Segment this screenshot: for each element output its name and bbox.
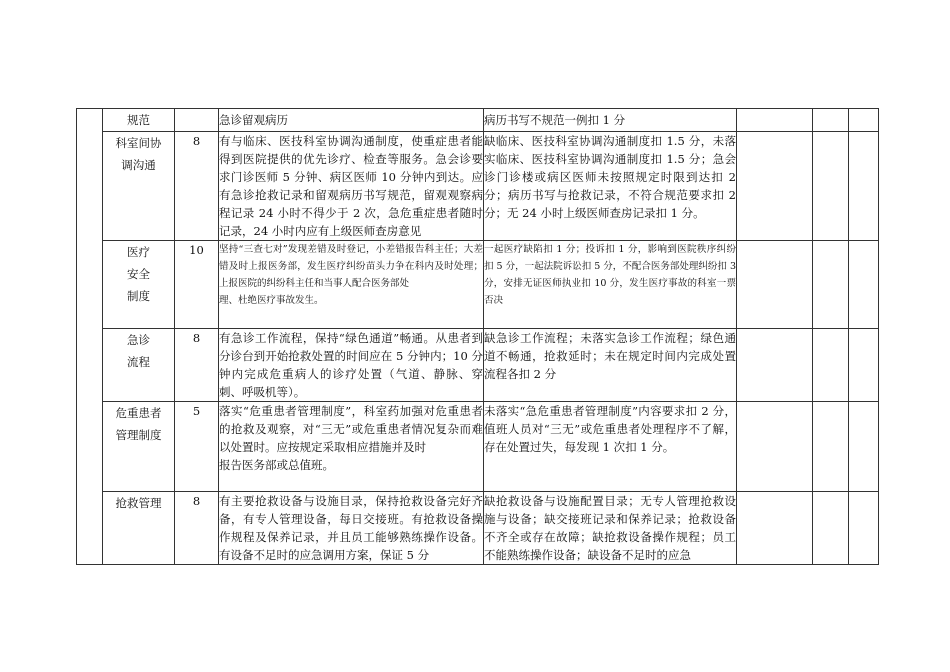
standard-text-continued: 理、杜绝医疗事故发生。 <box>219 295 324 306</box>
blank-cell <box>737 241 813 329</box>
score-cell: 8 <box>175 132 219 241</box>
deduction-cell: 缺临床、医技科室协调沟通制度扣 1.5 分，未落实临床、医技科室协调沟通制度扣 1.5 分；急会诊门诊楼或病区医师未按照规定时限到达扣 2 分；病历书写与抢救记录，不符合规范要求扣 2 分；无 24 小时上级医师查房记录扣 1 分。 <box>484 132 737 241</box>
blank-cell <box>813 492 849 565</box>
table-row <box>77 402 879 492</box>
standard-text-continued: 报告医务部或总值班。 <box>219 458 334 472</box>
blank-cell <box>737 329 813 402</box>
blank-cell <box>737 402 813 492</box>
blank-cell <box>849 402 879 492</box>
score-cell <box>175 109 219 132</box>
deduction-cell: 缺抢救设备与设施配置目录；无专人管理抢救设施与设备；缺交接班记录和保养记录；抢救设备不齐全或存在故障；缺抢救设备操作规程；员工不能熟练操作设备；缺设备不足时的应急 <box>484 492 737 565</box>
category-cell: 抢救管理 <box>103 492 175 565</box>
standard-text: 落实“危重患者管理制度”，科室药加强对危重患者的抢救及观察，对“三无”或危重患者情况复杂而难以处置时。应按规定采取相应措施并及时 <box>219 404 483 454</box>
score-cell: 10 <box>175 241 219 329</box>
deduction-cell: 病历书写不规范一例扣 1 分 <box>484 109 737 132</box>
blank-cell <box>737 132 813 241</box>
standard-cell: 有主要抢救设备与设施目录，保持抢救设备完好齐备，有专人管理设备，每日交接班。有抢救设备操作规程及保养记录，并且员工能够熟练操作设备。有设备不足时的应急调用方案，保证 5 分 <box>219 492 484 565</box>
blank-cell <box>813 329 849 402</box>
blank-cell <box>813 109 849 132</box>
category-cell: 急诊流程 <box>103 329 175 402</box>
category-cell: 规范 <box>103 109 175 132</box>
standard-cell <box>219 402 484 492</box>
blank-cell <box>849 132 879 241</box>
deduction-cell: 缺急诊工作流程；未落实急诊工作流程；绿色通道不畅通，抢救延时；未在规定时间内完成处置流程各扣 2 分 <box>484 329 737 402</box>
category-cell: 科室间协调沟通 <box>103 132 175 241</box>
blank-cell <box>737 109 813 132</box>
blank-cell <box>849 109 879 132</box>
standard-cell: 急诊留观病历 <box>219 109 484 132</box>
score-cell: 5 <box>175 402 219 492</box>
blank-cell <box>849 329 879 402</box>
category-cell: 医疗安全制度 <box>103 241 175 329</box>
blank-cell <box>813 402 849 492</box>
blank-cell <box>813 132 849 241</box>
table-row <box>77 241 879 329</box>
blank-cell <box>849 241 879 329</box>
standard-text: 坚持“三查七对”发现差错及时登记，小差错报告科主任；大差错及时上报医务部，发生医疗纠纷苗头力争在科内及时处理；上报医院的纠纷科主任和当事人配合医务部处 <box>219 244 483 289</box>
assessment-table <box>76 108 879 565</box>
standard-cell: 有急诊工作流程，保持“绿色通道”畅通。从患者到分诊台到开始抢救处置的时间应在 5 分钟内；10 分钟内完成危重病人的诊疗处置（气道、静脉、穿刺、呼吸机等）。 <box>219 329 484 402</box>
table-row <box>77 132 879 241</box>
left-margin-cell <box>77 109 103 565</box>
blank-cell <box>737 492 813 565</box>
blank-cell <box>813 241 849 329</box>
table-row <box>77 492 879 565</box>
category-cell: 危重患者管理制度 <box>103 402 175 492</box>
deduction-cell: 一起医疗缺陷扣 1 分；投诉扣 1 分，影响到医院秩序纠纷扣 5 分，一起法院诉讼扣 5 分，不配合医务部处理纠纷扣 3 分，安排无证医师执业扣 10 分，发生医疗事故的科室一票否决 <box>484 241 737 329</box>
blank-cell <box>849 492 879 565</box>
table-row <box>77 109 879 132</box>
score-cell: 8 <box>175 492 219 565</box>
standard-cell <box>219 241 484 329</box>
standard-cell: 有与临床、医技科室协调沟通制度，使重症患者能得到医院提供的优先诊疗、检查等服务。急会诊要求门诊医师 5 分钟、病区医师 10 分钟内到达。应有急诊抢救记录和留观病历书写规范，留观观察病程记录 24 小时不得少于 2 次，急危重症患者随时记录，24 小时内应有上级医师查房意见 <box>219 132 484 241</box>
score-cell: 8 <box>175 329 219 402</box>
deduction-cell: 未落实“急危重患者管理制度”内容要求扣 2 分，值班人员对“三无”或危重患者处理程序不了解，存在处置过失，每发现 1 次扣 1 分。 <box>484 402 737 492</box>
table-row <box>77 329 879 402</box>
